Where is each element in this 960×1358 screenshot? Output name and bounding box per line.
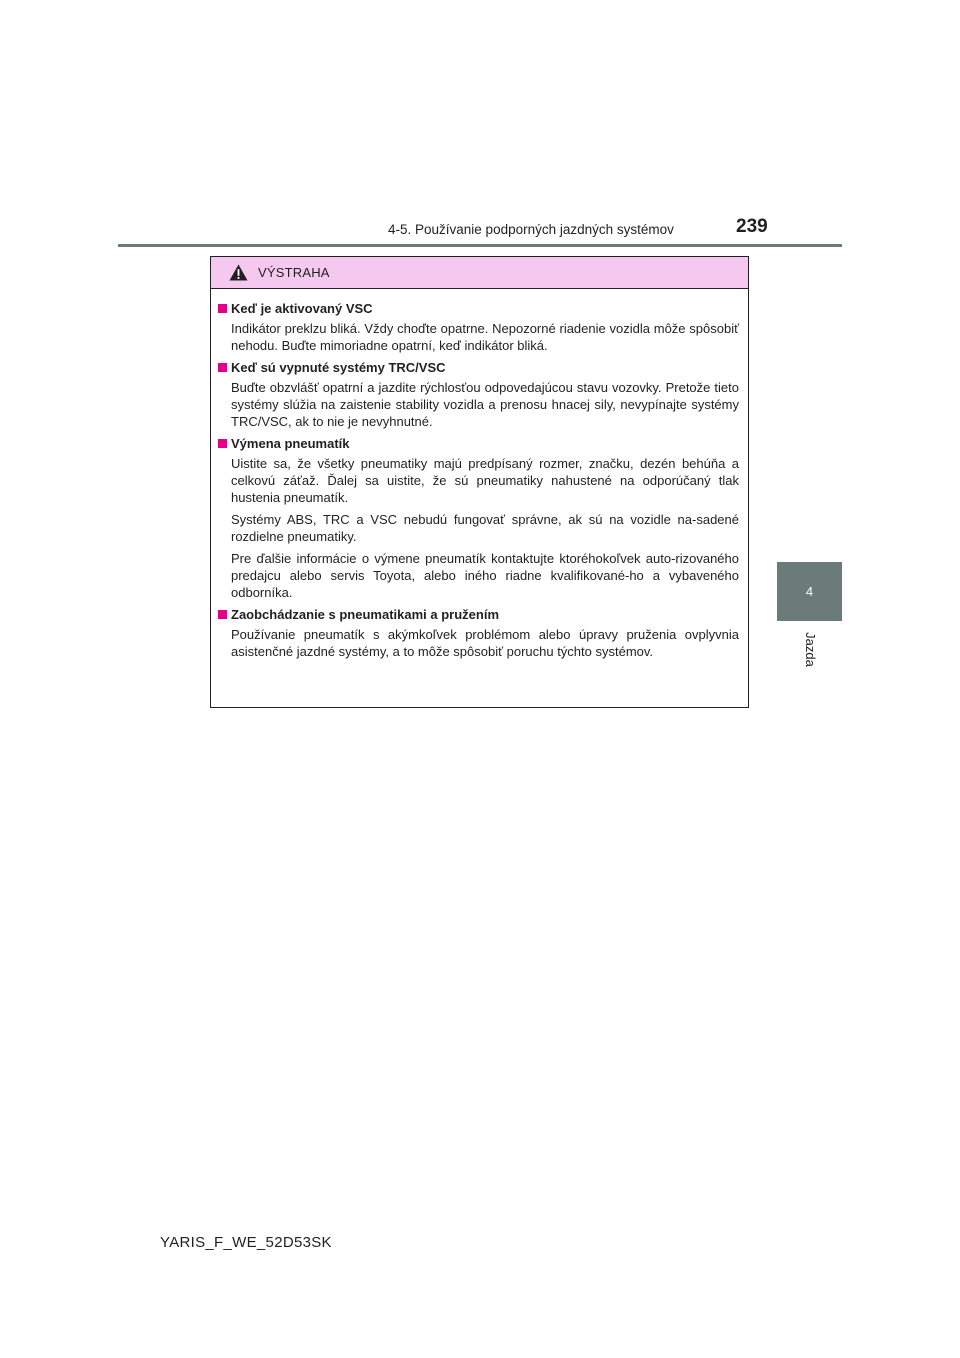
section-paragraph: Uistite sa, že všetky pneumatiky majú predpísaný rozmer, značku, dezén behúňa a celkovú záťaž. Ďalej sa uistite, že sú pneumatiky nahustené na odporúčaný tlak hustenia pneumatík. bbox=[231, 456, 739, 505]
warning-header bbox=[211, 257, 748, 289]
chapter-label-text: Jazda bbox=[802, 631, 818, 667]
bullet-square-icon bbox=[218, 610, 227, 619]
warning-body bbox=[211, 289, 748, 660]
section-paragraph: Systémy ABS, TRC a VSC nebudú fungovať správne, ak sú na vozidle na-sadené rozdielne pneumatiky. bbox=[231, 512, 739, 544]
section-heading-text: Zaobchádzanie s pneumatikami a pružením bbox=[231, 607, 500, 622]
page-number: 239 bbox=[736, 216, 768, 237]
section-heading-text: Keď sú vypnuté systémy TRC/VSC bbox=[231, 360, 446, 375]
warning-section bbox=[218, 359, 739, 430]
section-paragraph: Používanie pneumatík s akýmkoľvek problémom alebo úpravy pruženia ovplyvnia asistenčné jazdné systémy, a to môže spôsobiť poruchu týchto systémov. bbox=[231, 627, 739, 659]
section-heading bbox=[218, 359, 739, 379]
header-divider bbox=[118, 244, 842, 247]
bullet-square-icon bbox=[218, 439, 227, 448]
section-heading bbox=[218, 300, 739, 320]
section-heading bbox=[218, 435, 739, 455]
chapter-tab bbox=[777, 562, 842, 621]
section-heading bbox=[218, 606, 739, 626]
document-code: YARIS_F_WE_52D53SK bbox=[160, 1234, 332, 1251]
warning-section bbox=[218, 606, 739, 660]
bullet-square-icon bbox=[218, 363, 227, 372]
chapter-label bbox=[790, 628, 830, 670]
bullet-square-icon bbox=[218, 304, 227, 313]
section-paragraph: Indikátor preklzu bliká. Vždy choďte opatrne. Nepozorné riadenie vozidla môže spôsobiť nehodu. Buďte mimoriadne opatrní, keď indikátor bliká. bbox=[231, 321, 739, 353]
section-paragraph: Buďte obzvlášť opatrní a jazdite rýchlosťou odpovedajúcou stavu vozovky. Pretože tieto systémy slúžia na zaistenie stability vozidla a prenosu hnacej sily, nevypínajte systémy TRC/VSC, ak to nie je nevyhnutné. bbox=[231, 380, 739, 429]
warning-section bbox=[218, 435, 739, 601]
warning-triangle-icon bbox=[229, 264, 248, 281]
section-heading-text: Keď je aktivovaný VSC bbox=[231, 301, 373, 316]
section-heading-text: Výmena pneumatík bbox=[231, 436, 350, 451]
section-paragraph: Pre ďalšie informácie o výmene pneumatík kontaktujte ktoréhokoľvek auto-rizovaného predajcu alebo servis Toyota, alebo iného riadne kvalifikované-ho a vybaveného odborníka. bbox=[231, 551, 739, 600]
chapter-number: 4 bbox=[805, 584, 814, 599]
warning-box bbox=[210, 256, 749, 708]
warning-section bbox=[218, 300, 739, 354]
warning-title: VÝSTRAHA bbox=[258, 265, 330, 280]
section-title: 4-5. Používanie podporných jazdných systémov bbox=[388, 222, 674, 237]
